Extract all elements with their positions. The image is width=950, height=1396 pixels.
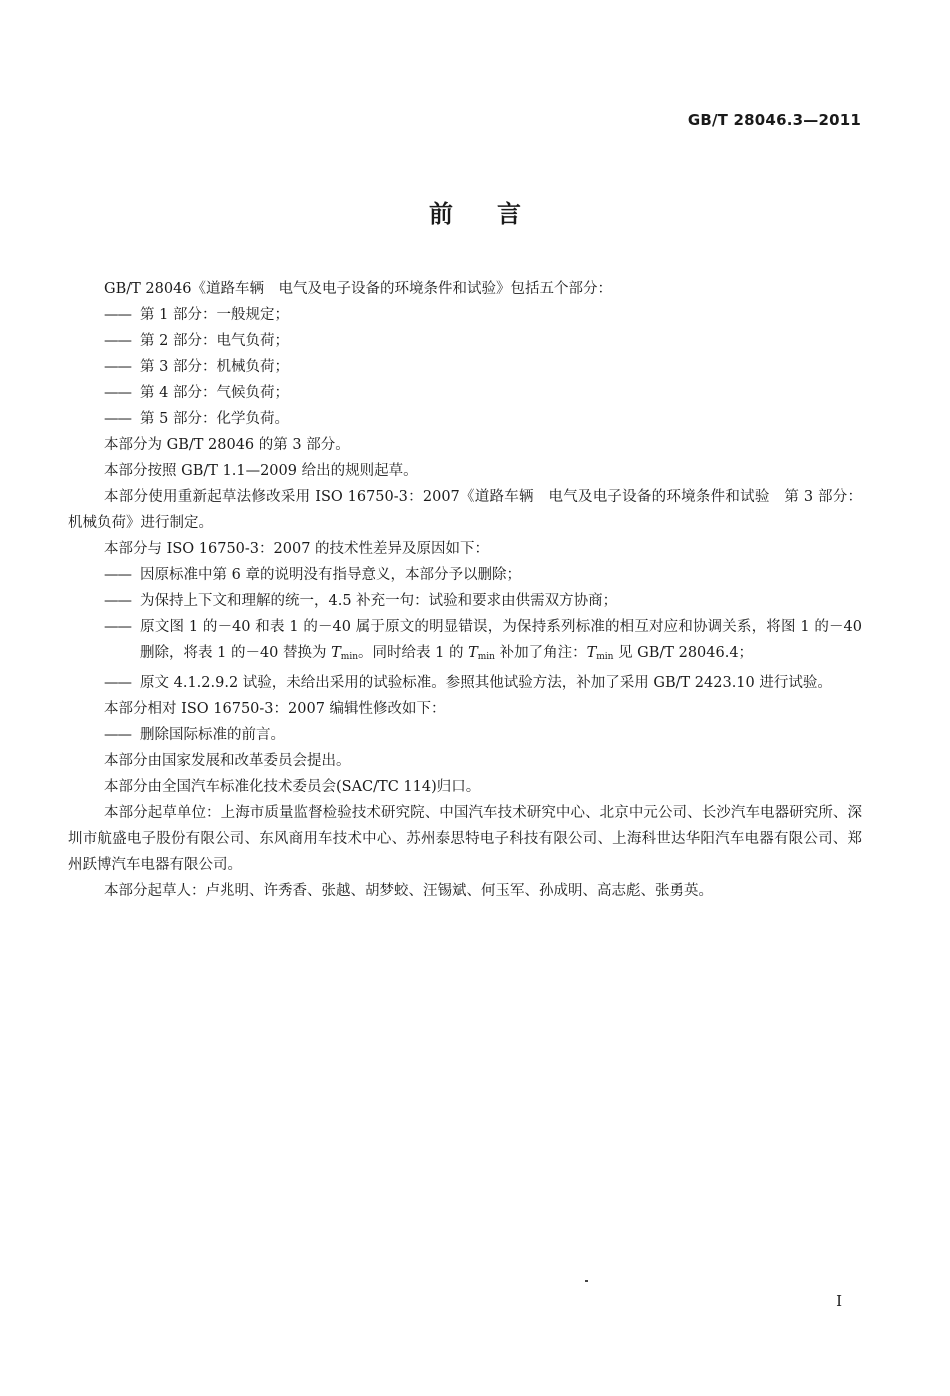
dash: ——	[104, 411, 131, 427]
list-item-text: 因原标准中第 6 章的说明没有指导意义，本部分予以删除；	[140, 567, 521, 583]
page-title: 前言	[429, 200, 565, 228]
list-item	[104, 302, 862, 328]
paragraph: 本部分由国家发展和改革委员会提出。	[104, 753, 351, 769]
paragraph: 本部分起草人：卢兆明、许秀香、张越、胡梦蛟、汪锡斌、何玉军、孙成明、高志彪、张勇英。	[104, 883, 713, 899]
tmin-symbol: $T_{min}$	[331, 645, 359, 662]
list-item-text: 为保持上下文和理解的统一，4.5 补充一句：试验和要求由供需双方协商；	[140, 593, 618, 609]
list-item	[104, 406, 862, 432]
paragraph: 本部分使用重新起草法修改采用 ISO 16750-3：2007《道路车辆 电气及电子设备的环境条件和试验 第 3 部分：机械负荷》进行制定。	[68, 489, 862, 531]
list-item	[104, 562, 862, 588]
dash: ——	[104, 385, 131, 401]
list-item	[104, 588, 862, 614]
list-item	[104, 722, 862, 748]
dash: ——	[104, 307, 131, 323]
paragraph: 本部分由全国汽车标准化技术委员会(SAC/TC 114)归口。	[104, 779, 481, 795]
scan-speck	[585, 1280, 588, 1282]
paragraph: 本部分与 ISO 16750-3：2007 的技术性差异及原因如下：	[104, 541, 490, 557]
list-item	[104, 380, 862, 406]
list-item	[104, 670, 862, 696]
paragraph: 本部分按照 GB/T 1.1—2009 给出的规则起草。	[104, 463, 418, 479]
dash: ——	[104, 333, 131, 349]
dash: ——	[104, 567, 131, 583]
list-item	[104, 328, 862, 354]
list-item-text: 第 2 部分：电气负荷；	[140, 333, 289, 349]
dash: ——	[104, 727, 131, 743]
list-item-text: 第 1 部分：一般规定；	[140, 307, 289, 323]
paragraph: 本部分相对 ISO 16750-3：2007 编辑性修改如下：	[104, 701, 446, 717]
list-item	[104, 614, 862, 670]
paragraph: GB/T 28046《道路车辆 电气及电子设备的环境条件和试验》包括五个部分：	[104, 281, 613, 297]
paragraph: 本部分起草单位：上海市质量监督检验技术研究院、中国汽车技术研究中心、北京中元公司、长沙汽车电器研究所、深圳市航盛电子股份有限公司、东风商用车技术中心、苏州泰思特电子科技有限公司、上海科世达华阳汽车电器有限公司、郑州跃博汽车电器有限公司。	[68, 805, 862, 873]
paragraph: 本部分为 GB/T 28046 的第 3 部分。	[104, 437, 350, 453]
list-item-text: 见 GB/T 28046.4；	[613, 645, 754, 661]
list-item-text: 原文图 1 的－40 和表 1 的－40 属于原文的明显错误，为保持系列标准的相互对应和协调关系，将图 1 的－40 删除，将表 1 的－40 替换为	[140, 619, 862, 661]
list-item-text: 第 5 部分：化学负荷。	[140, 411, 289, 427]
list-item-text: 原文 4.1.2.9.2 试验，未给出采用的试验标准。参照其他试验方法，补加了采用 GB/T 2423.10 进行试验。	[140, 675, 832, 691]
list-item-text: 删除国际标准的前言。	[140, 727, 285, 743]
page-number: I	[836, 1292, 842, 1310]
list-item	[104, 354, 862, 380]
list-item-text: 。同时给表 1 的	[358, 645, 469, 661]
list-item-text: 第 3 部分：机械负荷；	[140, 359, 289, 375]
standard-number: GB/T 28046.3—2011	[687, 111, 861, 129]
list-item-text: 补加了角注：	[494, 645, 587, 661]
dash: ——	[104, 593, 131, 609]
list-item-text: 第 4 部分：气候负荷；	[140, 385, 289, 401]
tmin-symbol: $T_{min}$	[468, 645, 495, 662]
dash: ——	[104, 675, 131, 691]
dash: ——	[104, 359, 131, 375]
tmin-symbol: $T_{min}$	[586, 645, 614, 662]
foreword-body	[68, 276, 862, 904]
dash: ——	[104, 619, 131, 635]
